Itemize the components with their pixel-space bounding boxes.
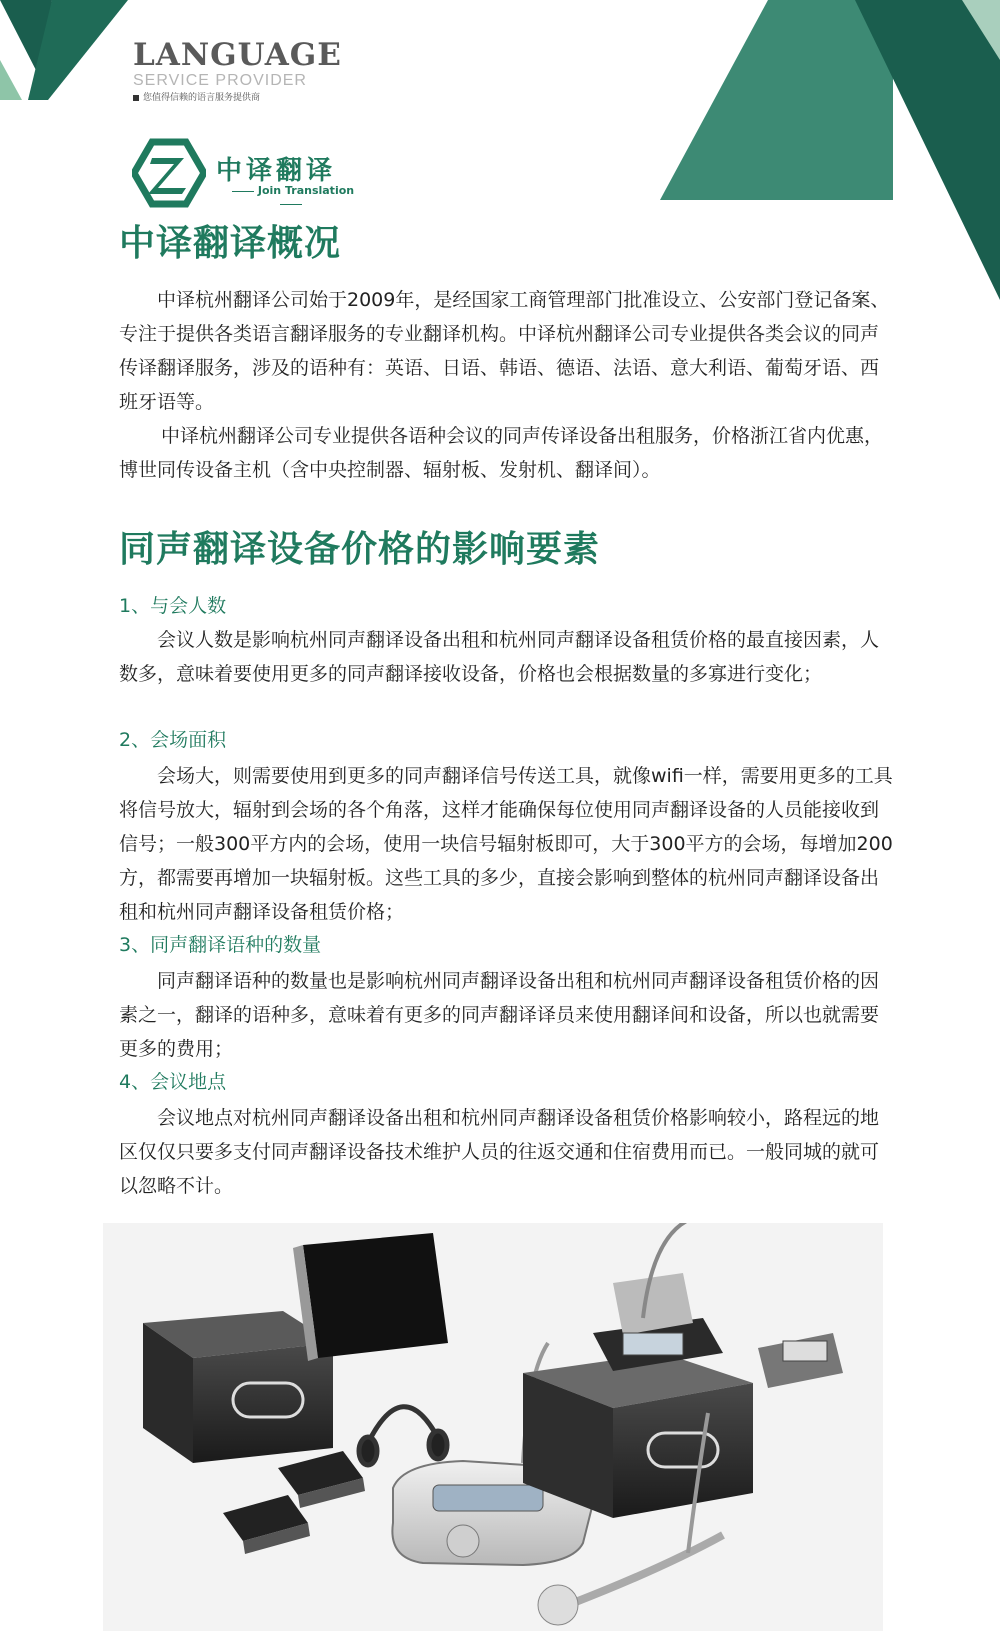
factor-4-title: 4、会议地点 [119, 1071, 227, 1093]
company-logo [132, 138, 372, 208]
square-bullet-icon [133, 95, 139, 101]
factor-2-body: 会场大，则需要使用到更多的同声翻译信号传送工具，就像wifi一样，需要用更多的工具将信号放大，辐射到会场的各个角落，这样才能确保每位使用同声翻译设备的人员能接收到信号；一般300平方内的会场，使用一块信号辐射板即可，大于300平方的会场，每增加200方，都需要再增加一块辐射板。这些工具的多少，直接会影响到整体的杭州同声翻译设备出租和杭州同声翻译设备租赁价格； [119, 765, 893, 923]
factor-3-title: 3、同声翻译语种的数量 [119, 934, 322, 956]
overview-paragraph-1: 中译杭州翻译公司始于2009年，是经国家工商管理部门批准设立、公安部门登记备案、专注于提供各类语言翻译服务的专业翻译机构。中译杭州翻译公司专业提供各类会议的同声传译翻译服务，涉及的语种有：英语、日语、韩语、德语、法语、意大利语、葡萄牙语、西班牙语等。 [119, 289, 890, 413]
factor-1-body: 会议人数是影响杭州同声翻译设备出租和杭州同声翻译设备租赁价格的最直接因素，人数多，意味着要使用更多的同声翻译接收设备，价格也会根据数量的多寡进行变化； [119, 629, 880, 685]
factor-2-title: 2、会场面积 [119, 729, 227, 751]
equipment-illustration [103, 1223, 883, 1631]
receiver-units [223, 1451, 365, 1554]
overview-heading: 中译翻译概况 [119, 223, 342, 264]
factor-1-title: 1、与会人数 [119, 595, 227, 617]
factors-heading: 同声翻译设备价格的影响要素 [119, 529, 601, 570]
brand-subtitle: SERVICE PROVIDER [133, 72, 307, 89]
headphones [359, 1407, 447, 1465]
brand-title: LANGUAGE [133, 37, 342, 73]
main-console [523, 1223, 753, 1518]
top-left-light-band [0, 60, 22, 100]
factor-3-body: 同声翻译语种的数量也是影响杭州同声翻译设备出租和杭州同声翻译设备租赁价格的因素之一，翻译的语种多，意味着有更多的同声翻译译员来使用翻译间和设备，所以也就需要更多的费用； [119, 970, 880, 1060]
top-right-mid-triangle [660, 0, 893, 200]
brand-tagline [133, 92, 342, 105]
brand-tagline-text: 您值得信赖的语言服务提供商 [143, 93, 261, 103]
overview-paragraph-2: 中译杭州翻译公司专业提供各语种会议的同声传译设备出租服务，价格浙江省内优惠，博世同传设备主机（含中央控制器、辐射板、发射机、翻译间）。 [119, 425, 884, 481]
equipment-photo [103, 1223, 883, 1631]
logo-english: Join Translation [216, 184, 366, 210]
radiator-panel [293, 1233, 448, 1361]
interpreter-panel [758, 1333, 843, 1388]
brand-block [133, 38, 342, 105]
logo-mark-icon [132, 138, 206, 208]
factor-4-body: 会议地点对杭州同声翻译设备出租和杭州同声翻译设备租赁价格影响较小，路程远的地区仅仅只要多支付同声翻译设备技术维护人员的往返交通和住宿费用而已。一般同城的就可以忽略不计。 [119, 1107, 880, 1197]
logo-name: 中译翻译 [216, 156, 337, 186]
